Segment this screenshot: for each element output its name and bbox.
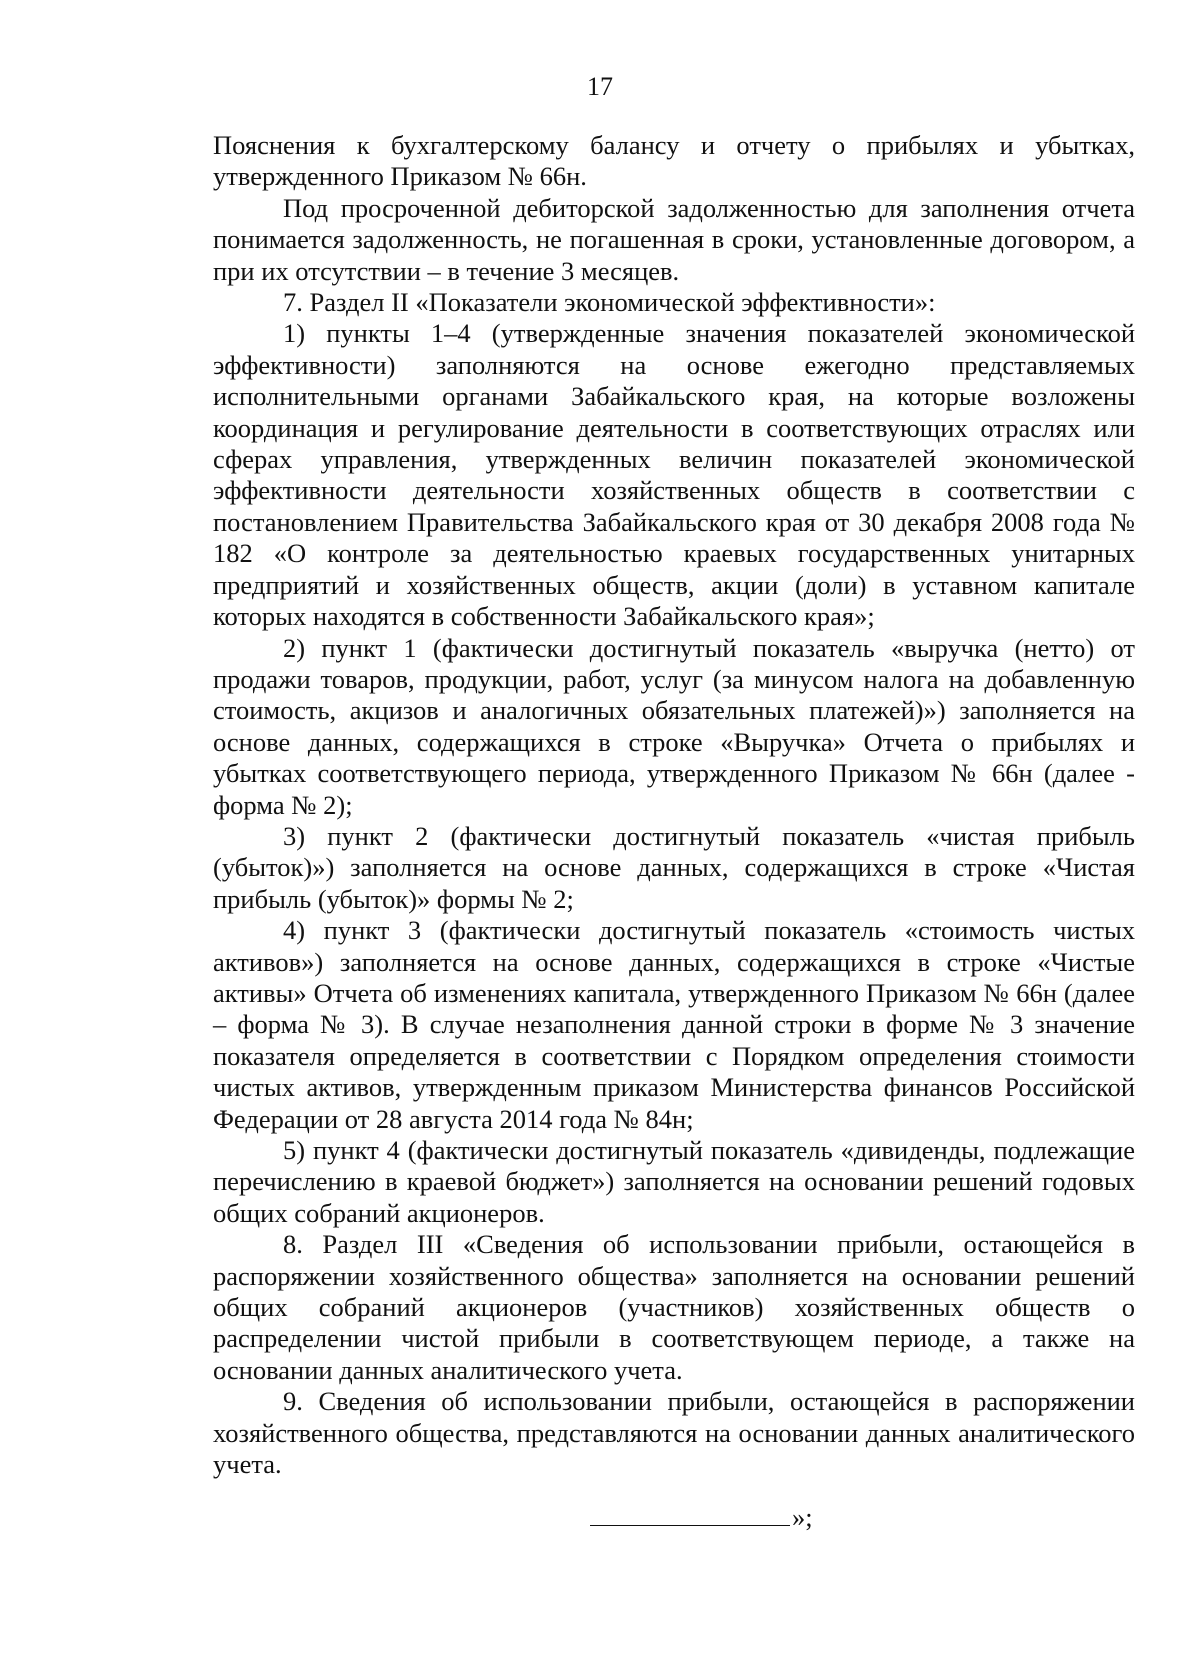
paragraph-overdue-receivables: Под просроченной дебиторской задолженностью для заполнения отчета понимается задолженность, не погашенная в сроки, установленные договором, а при их отсутствии – в течение 3 месяцев. [213,192,1135,286]
closing-mark [590,1502,813,1533]
closing-underline [590,1503,790,1526]
paragraph-section-9: 9. Сведения об использовании прибыли, остающейся в распоряжении хозяйственного общества, представляются на основании данных аналитического учета. [213,1386,1135,1480]
page-number: 17 [587,72,613,101]
paragraph-section-3: 8. Раздел III «Сведения об использовании прибыли, остающейся в распоряжении хозяйственного общества» заполняется на основании решений общих собраний акционеров (участников) хозяйственных обществ о распределении чистой прибыли в соответствующем периоде, а также на основании данных аналитического учета. [213,1229,1135,1385]
paragraph-section-2-heading: 7. Раздел II «Показатели экономической эффективности»: [283,287,936,318]
closing-quote: »; [792,1502,813,1532]
paragraph-item-1: 1) пункты 1–4 (утвержденные значения показателей экономической эффективности) заполняются на основе ежегодно представляемых исполнительными органами Забайкальского края, на которые возложены координация и регулирование деятельности в соответствующих отраслях или сферах управления, утвержденных величин показателей экономической эффективности деятельности хозяйственных обществ в соответствии с постановлением Правительства Забайкальского края от 30 декабря 2008 года № 182 «О контроле за деятельностью краевых государственных унитарных предприятий и хозяйственных обществ, акции (доли) в уставном капитале которых находятся в собственности Забайкальского края»; [213,318,1135,632]
paragraph-item-2: 2) пункт 1 (фактически достигнутый показатель «выручка (нетто) от продажи товаров, продукции, работ, услуг (за минусом налога на добавленную стоимость, акцизов и аналогичных обязательных платежей)») заполняется на основе данных, содержащихся в строке «Выручка» Отчета о прибылях и убытках соответствующего периода, утвержденного Приказом № 66н (далее - форма № 2); [213,632,1135,820]
paragraph-item-3: 3) пункт 2 (фактически достигнутый показатель «чистая прибыль (убыток)») заполняется на основе данных, содержащихся в строке «Чистая прибыль (убыток)» формы № 2; [213,820,1135,914]
paragraph-explanations-reference: Пояснения к бухгалтерскому балансу и отчету о прибылях и убытках, утвержденного Приказом № 66н. [213,130,1135,192]
paragraph-item-5: 5) пункт 4 (фактически достигнутый показатель «дивиденды, подлежащие перечислению в краевой бюджет») заполняется на основании решений годовых общих собраний акционеров. [213,1135,1135,1228]
paragraph-item-4: 4) пункт 3 (фактически достигнутый показатель «стоимость чистых активов») заполняется на основе данных, содержащихся в строке «Чистые активы» Отчета об изменениях капитала, утвержденного Приказом № 66н (далее – форма № 3). В случае незаполнения данной строки в форме № 3 значение показателя определяется в соответствии с Порядком определения стоимости чистых активов, утвержденным приказом Министерства финансов Российской Федерации от 28 августа 2014 года № 84н; [213,915,1135,1134]
document-body [213,130,1135,1480]
